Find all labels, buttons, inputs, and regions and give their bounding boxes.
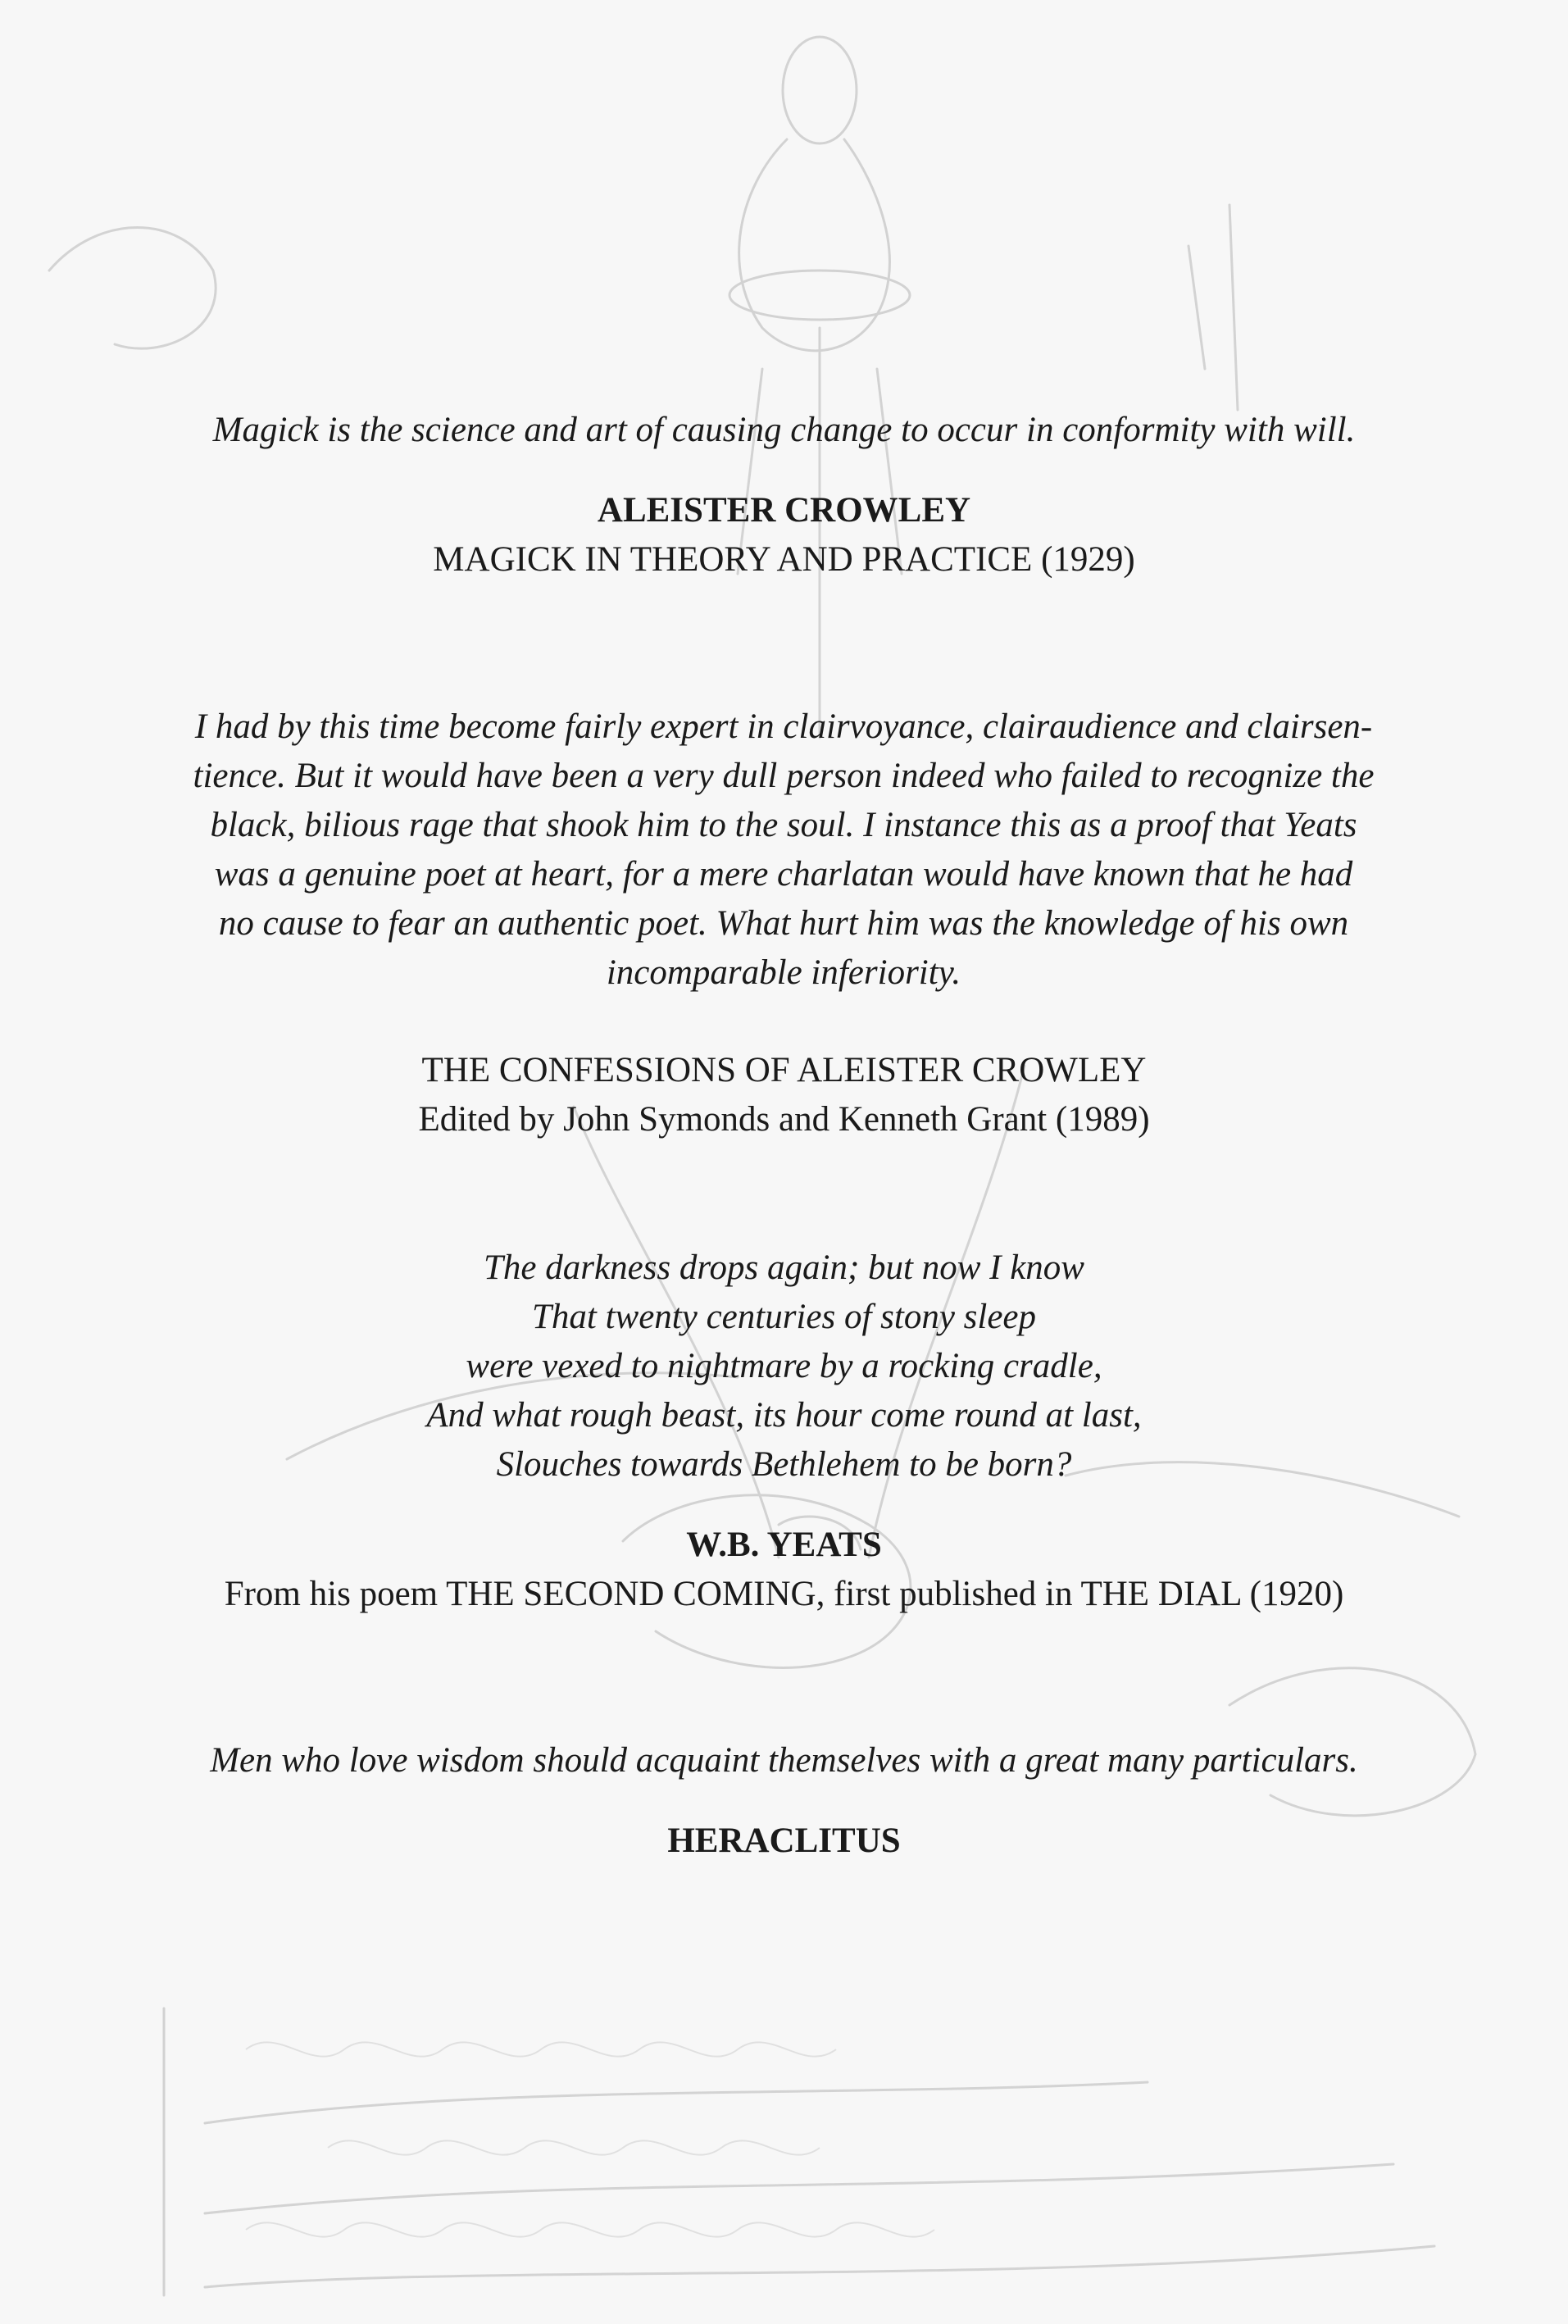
quote-crowley-magick — [0, 406, 1568, 584]
source-confessions — [0, 1046, 1568, 1144]
quote-source: MAGICK IN THEORY AND PRACTICE (1929) — [433, 540, 1135, 579]
poem-line: And what rough beast, its hour come round at last, — [426, 1396, 1142, 1435]
quote-heraclitus — [0, 1736, 1568, 1866]
quote-author: W.B. YEATS — [686, 1526, 882, 1564]
quote-yeats-poem — [0, 1244, 1568, 1619]
quote-line: was a genuine poet at heart, for a mere charlatan would have known that he had — [214, 855, 1353, 894]
quote-author: HERACLITUS — [667, 1821, 901, 1860]
quote-source: From his poem THE SECOND COMING, first published in THE DIAL (1920) — [224, 1575, 1344, 1613]
quote-author: ALEISTER CROWLEY — [597, 491, 971, 530]
quote-source-editors: Edited by John Symonds and Kenneth Grant (1989) — [418, 1100, 1150, 1139]
poem-line: The darkness drops again; but now I know — [484, 1248, 1084, 1287]
quote-source-title: THE CONFESSIONS OF ALEISTER CROWLEY — [421, 1051, 1147, 1089]
quote-line: tience. But it would have been a very dull person indeed who failed to recognize the — [193, 757, 1375, 795]
quote-line: I had by this time become fairly expert in clairvoyance, clairaudience and clairsen- — [194, 707, 1373, 746]
quote-line: black, bilious rage that shook him to the soul. I instance this as a proof that Yeats — [210, 806, 1357, 844]
quote-text: Men who love wisdom should acquaint themselves with a great many particulars. — [210, 1741, 1358, 1780]
poem-line: Slouches towards Bethlehem to be born? — [496, 1445, 1072, 1484]
poem-line: were vexed to nightmare by a rocking cradle, — [466, 1347, 1102, 1385]
quote-crowley-confessions — [87, 703, 1480, 998]
poem-line: That twenty centuries of stony sleep — [531, 1298, 1037, 1336]
quote-line: incomparable inferiority. — [606, 953, 961, 992]
quote-line: no cause to fear an authentic poet. What hurt him was the knowledge of his own — [218, 904, 1349, 943]
quote-text: Magick is the science and art of causing change to occur in conformity with will. — [212, 411, 1356, 449]
